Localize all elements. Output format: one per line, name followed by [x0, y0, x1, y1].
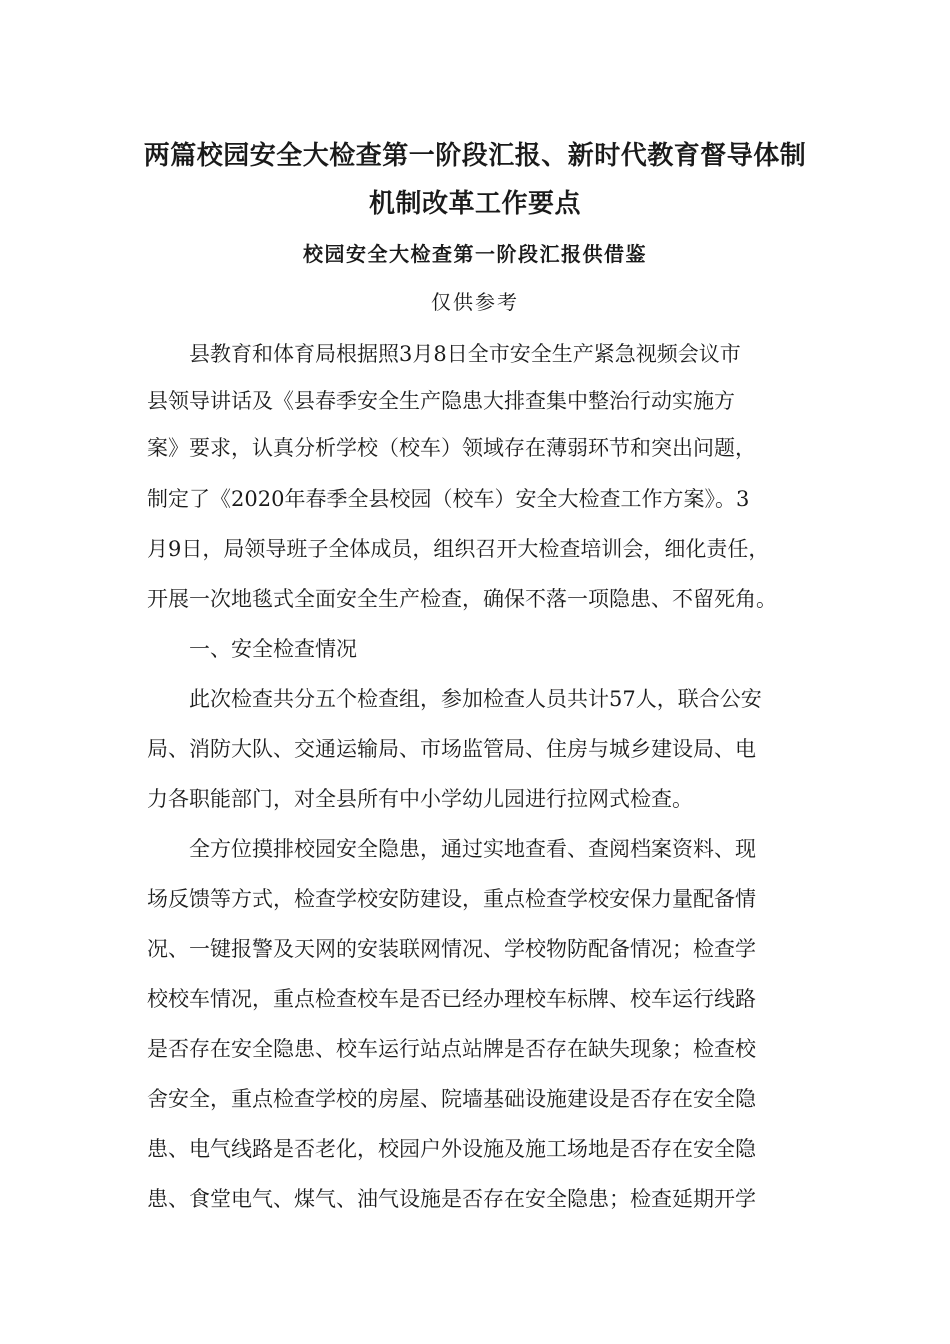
- paragraph-line: 全方位摸排校园安全隐患，通过实地查看、查阅档案资料、现: [189, 837, 756, 861]
- paragraph-line: 场反馈等方式，检查学校安防建设，重点检查学校安保力量配备情: [147, 887, 756, 911]
- paragraph-line: 是否存在安全隐患、校车运行站点站牌是否存在缺失现象；检查校: [147, 1037, 756, 1061]
- paragraph-line: 县领导讲话及《县春季安全生产隐患大排查集中整治行动实施方: [147, 389, 735, 413]
- paragraph-line: 校校车情况，重点检查校车是否已经办理校车标牌、校车运行线路: [147, 987, 756, 1011]
- reference-note: 仅供参考: [431, 290, 519, 314]
- document-title-line-2: 机制改革工作要点: [368, 189, 581, 219]
- paragraph-line: 患、食堂电气、煤气、油气设施是否存在安全隐患；检查延期开学: [147, 1187, 756, 1211]
- paragraph-line: 案》要求，认真分析学校（校车）领域存在薄弱环节和突出问题，: [147, 436, 756, 460]
- paragraph-line: 局、消防大队、交通运输局、市场监管局、住房与城乡建设局、电: [147, 737, 756, 761]
- paragraph-line: 患、电气线路是否老化，校园户外设施及施工场地是否存在安全隐: [147, 1137, 756, 1161]
- section-heading: 一、安全检查情况: [189, 637, 357, 661]
- paragraph-line: 舍安全，重点检查学校的房屋、院墙基础设施建设是否存在安全隐: [147, 1087, 756, 1111]
- paragraph-line: 力各职能部门，对全县所有中小学幼儿园进行拉网式检查。: [147, 787, 693, 811]
- document-title-line-1: 两篇校园安全大检查第一阶段汇报、新时代教育督导体制: [143, 141, 807, 171]
- document-subtitle: 校园安全大检查第一阶段汇报供借鉴: [303, 242, 647, 266]
- paragraph-line: 县教育和体育局根据照3月8日全市安全生产紧急视频会议市: [189, 342, 741, 366]
- paragraph-line: 月9日，局领导班子全体成员，组织召开大检查培训会，细化责任，: [147, 537, 770, 561]
- paragraph-line: 制定了《2020年春季全县校园（校车）安全大检查工作方案》。3: [147, 487, 750, 511]
- paragraph-line: 开展一次地毯式全面安全生产检查，确保不落一项隐患、不留死角。: [147, 587, 777, 611]
- paragraph-line: 此次检查共分五个检查组，参加检查人员共计57人，联合公安: [189, 687, 762, 711]
- paragraph-line: 况、一键报警及天网的安装联网情况、学校物防配备情况；检查学: [147, 937, 756, 961]
